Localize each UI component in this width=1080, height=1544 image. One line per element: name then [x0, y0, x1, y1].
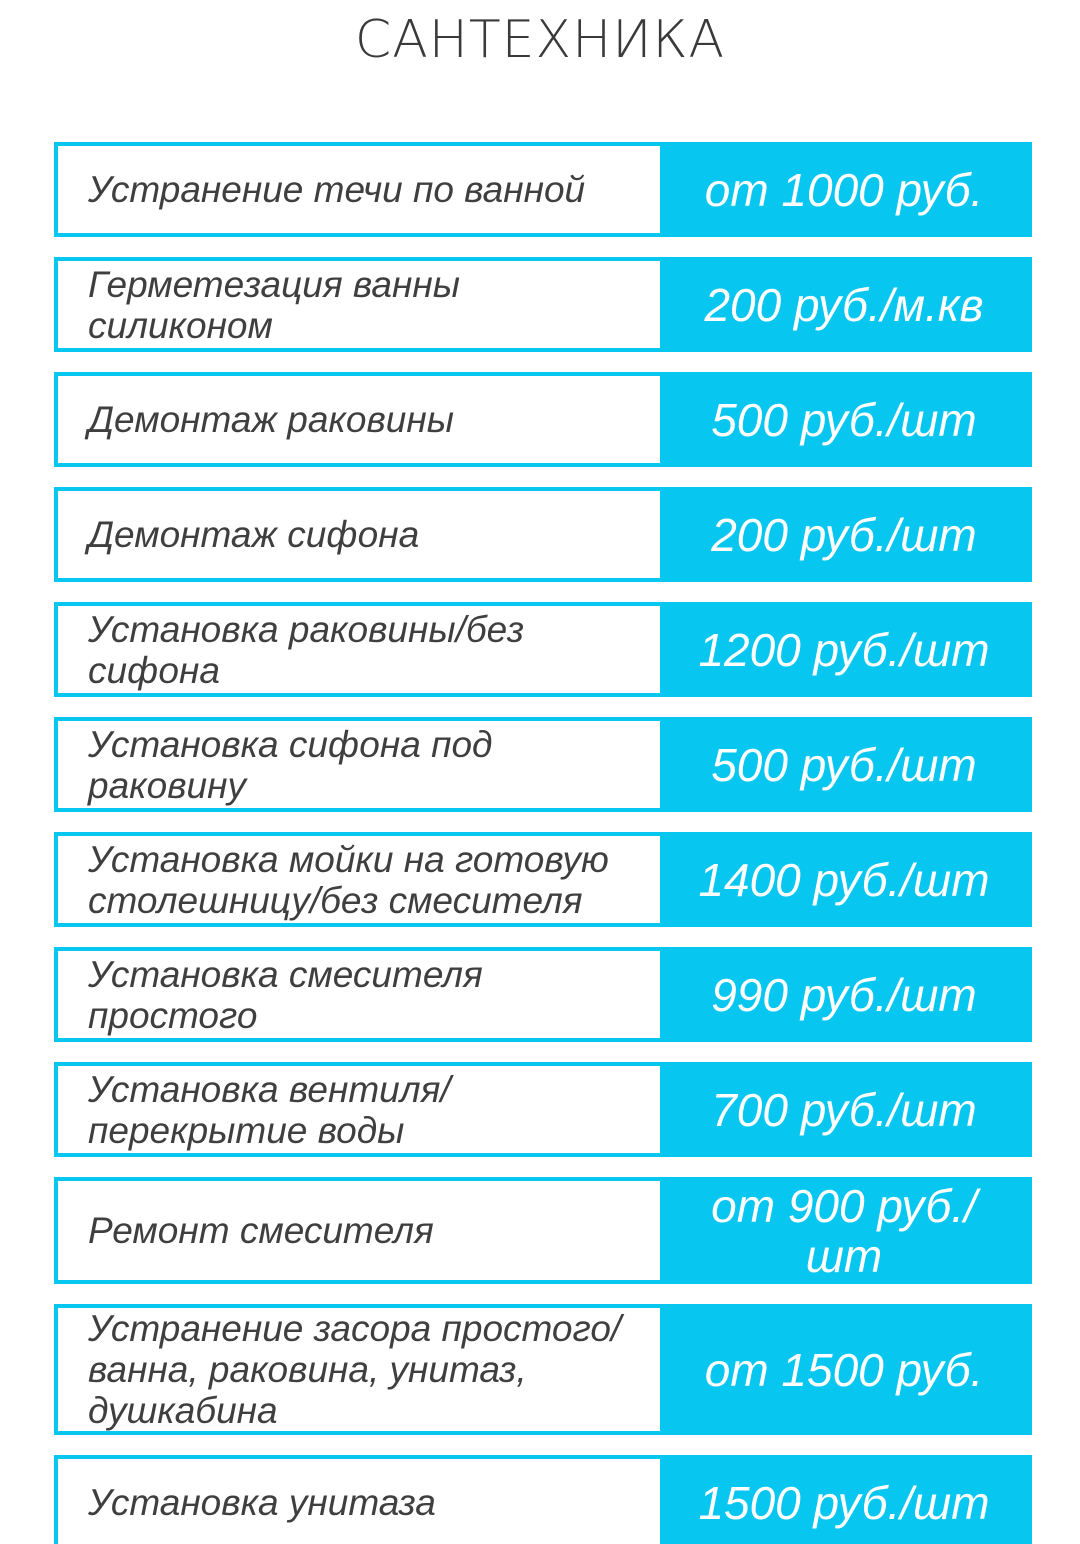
service-name: Установка вентиля/ перекрытие воды — [88, 1068, 451, 1151]
service-price: 200 руб./шт — [660, 491, 1028, 578]
service-name: Устранение засора простого/ ванна, раковина, унитаз, душкабина — [88, 1308, 622, 1431]
page-title: САНТЕХНИКА — [354, 10, 726, 70]
service-price: от 900 руб./ шт — [660, 1181, 1028, 1280]
price-row — [54, 602, 1032, 697]
service-name: Демонтаж сифона — [88, 514, 420, 555]
service-name: Установка сифона под раковину — [88, 723, 493, 806]
price-row — [54, 1062, 1032, 1157]
price-row — [54, 1177, 1032, 1284]
service-name: Демонтаж раковины — [88, 399, 454, 440]
service-price: 1200 руб./шт — [660, 606, 1028, 693]
service-price: 500 руб./шт — [660, 376, 1028, 463]
service-name: Установка раковины/без сифона — [88, 608, 525, 691]
service-price: 200 руб./м.кв — [660, 261, 1028, 348]
price-row — [54, 1455, 1032, 1544]
service-price: 700 руб./шт — [660, 1066, 1028, 1153]
service-price: 1500 руб./шт — [660, 1459, 1028, 1544]
price-row — [54, 257, 1032, 352]
price-row — [54, 717, 1032, 812]
price-row — [54, 947, 1032, 1042]
price-row — [54, 487, 1032, 582]
service-name: Ремонт смесителя — [88, 1210, 434, 1251]
service-price: 990 руб./шт — [660, 951, 1028, 1038]
price-row — [54, 1304, 1032, 1435]
service-name: Установка смесителя простого — [88, 953, 483, 1036]
service-name: Герметезация ванны силиконом — [88, 263, 460, 346]
price-list — [54, 142, 1032, 1544]
service-name: Устранение течи по ванной — [88, 169, 586, 210]
price-row — [54, 372, 1032, 467]
service-price: от 1500 руб. — [660, 1308, 1028, 1431]
service-price: 500 руб./шт — [660, 721, 1028, 808]
service-price: от 1000 руб. — [660, 146, 1028, 233]
service-price: 1400 руб./шт — [660, 836, 1028, 923]
price-row — [54, 142, 1032, 237]
price-row — [54, 832, 1032, 927]
service-name: Установка унитаза — [88, 1482, 436, 1523]
service-name: Установка мойки на готовую столешницу/без смесителя — [88, 838, 609, 921]
